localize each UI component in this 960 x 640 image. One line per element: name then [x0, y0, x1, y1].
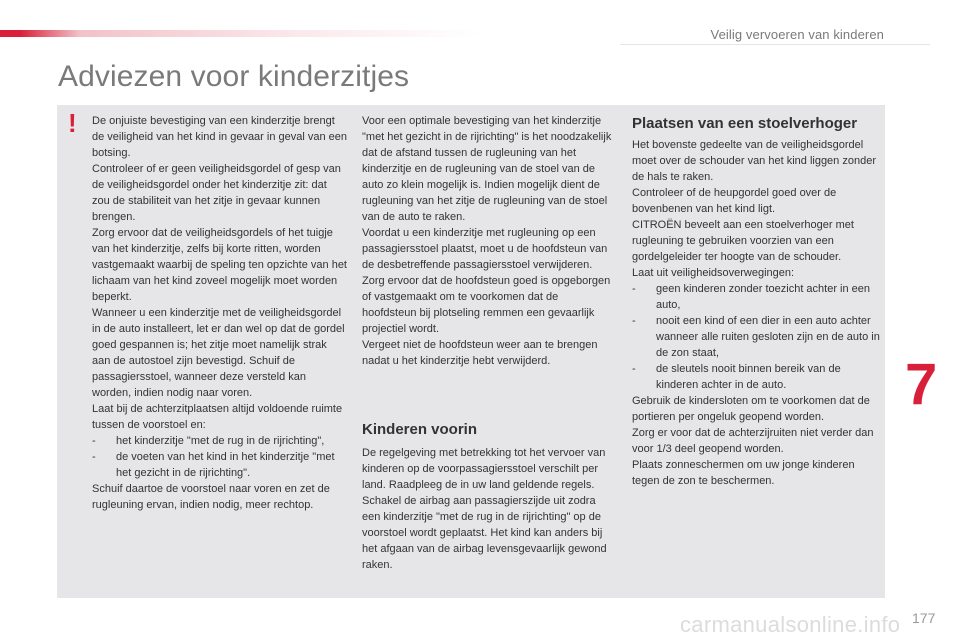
chapter-number: 7 — [905, 352, 938, 417]
bullet-dash: - — [632, 363, 636, 375]
header-divider — [620, 44, 930, 45]
page-title: Adviezen voor kinderzitjes — [58, 60, 410, 93]
list-item — [632, 281, 882, 313]
list-item — [92, 433, 347, 449]
bullet-text: het kinderzitje "met de rug in de rijrichting", — [116, 435, 325, 447]
body-paragraph: Voordat u een kinderzitje met rugleuning op een passagiersstoel plaatst, moet u de hoofdsteun van de desbetreffende passagiersstoel verwijderen. Zorg ervoor dat de hoofdsteun goed is opgeborgen of vastgemaakt om te voorkomen dat de hoofdsteun bij plotseling remmen een gevaarlijk projectiel wordt. — [362, 227, 611, 335]
warning-paragraph: Controleer of er geen veiligheidsgordel of gesp van de veiligheidsgordel onder het kinderzitje zit: dat zou de stabiliteit van het zitje in gevaar kunnen brengen. — [92, 163, 341, 223]
warning-paragraph: Wanneer u een kinderzitje met de veiligheidsgordel in de auto installeert, let er dan wel op dat de gordel goed gespannen is; het zitje moet namelijk strak aan de autostoel zijn bevestigd. Schuif de passagiersstoel, wanneer deze versteld kan worden, indien nodig naar voren. — [92, 307, 345, 399]
body-paragraph: Plaats zonneschermen om uw jonge kinderen tegen de zon te beschermen. — [632, 459, 855, 487]
warning-paragraph: Schuif daartoe de voorstoel naar voren en zet de rugleuning ervan, indien nodig, meer rechtop. — [92, 483, 330, 511]
front-children-section — [362, 445, 612, 573]
bullet-dash: - — [632, 283, 636, 295]
bullet-text: de voeten van het kind in het kinderzitje "met het gezicht in de rijrichting". — [116, 451, 335, 479]
warning-paragraph: Zorg ervoor dat de veiligheidsgordels of het tuigje van het kinderzitje, zelfs bij korte ritten, worden vastgemaakt waarbij de speling ten opzichte van het lichaam van het kind zoveel mogelijk moet worden beperkt. — [92, 227, 347, 303]
exclamation-icon: ! — [68, 108, 77, 138]
watermark: carmanualsonline.info — [680, 612, 901, 637]
booster-seat-heading: Plaatsen van een stoelverhoger — [632, 115, 858, 132]
bullet-text: nooit een kind of een dier in een auto achter wanneer alle ruiten gesloten zijn en de auto in de zon staat, — [656, 315, 880, 359]
list-item — [632, 361, 882, 393]
body-paragraph: CITROËN beveelt aan een stoelverhoger met rugleuning te gebruiken voorzien van een gordelgeleider ter hoogte van de schouder. — [632, 219, 854, 263]
body-paragraph: Zorg er voor dat de achterzijruiten niet verder dan voor 1/3 deel geopend worden. — [632, 427, 874, 455]
booster-seat-section — [632, 137, 882, 489]
body-paragraph: Controleer of de heupgordel goed over de bovenbenen van het kind ligt. — [632, 187, 837, 215]
middle-column — [362, 113, 612, 369]
header-accent-bar — [0, 30, 480, 37]
body-paragraph: Gebruik de kindersloten om te voorkomen dat de portieren per ongeluk geopend worden. — [632, 395, 870, 423]
list-item — [632, 313, 882, 361]
body-paragraph: Laat uit veiligheidsoverwegingen: — [632, 267, 795, 279]
body-paragraph: Voor een optimale bevestiging van het kinderzitje "met het gezicht in de rijrichting" is het noodzakelijk dat de afstand tussen de rugleuning van het kinderzitje en de rugleuning van de stoel van de auto zo klein mogelijk is. Indien mogelijk dient de rugleuning van het zitje de rugleuning van de stoel van de auto te raken. — [362, 115, 612, 223]
warning-paragraph: Laat bij de achterzitplaatsen altijd voldoende ruimte tussen de voorstoel en: — [92, 403, 343, 431]
page-number: 177 — [912, 610, 936, 626]
list-item — [92, 449, 347, 481]
body-paragraph: Vergeet niet de hoofdsteun weer aan te brengen nadat u het kinderzitje hebt verwijderd. — [362, 339, 598, 367]
bullet-text: geen kinderen zonder toezicht achter in een auto, — [656, 283, 871, 311]
bullet-dash: - — [632, 315, 636, 327]
body-paragraph: Het bovenste gedeelte van de veiligheidsgordel moet over de schouder van het kind liggen zonder de hals te raken. — [632, 139, 876, 183]
bullet-text: de sleutels nooit binnen bereik van de kinderen achter in de auto. — [656, 363, 841, 391]
bullet-dash: - — [92, 435, 96, 447]
warning-column — [92, 113, 347, 513]
warning-paragraph: De onjuiste bevestiging van een kinderzitje brengt de veiligheid van het kind in gevaar in geval van een botsing. — [92, 115, 348, 159]
bullet-dash: - — [92, 451, 96, 463]
front-children-heading: Kinderen voorin — [362, 421, 478, 438]
section-title: Veilig vervoeren van kinderen — [710, 27, 884, 42]
body-paragraph: Schakel de airbag aan passagierszijde uit zodra een kinderzitje "met de rug in de rijrichting" op de voorstoel wordt geplaatst. Het kind kan anders bij het afgaan van de airbag levensgevaarlijk gewond raken. — [362, 495, 607, 571]
body-paragraph: De regelgeving met betrekking tot het vervoer van kinderen op de voorpassagiersstoel verschilt per land. Raadpleeg de in uw land geldende regels. — [362, 447, 606, 491]
